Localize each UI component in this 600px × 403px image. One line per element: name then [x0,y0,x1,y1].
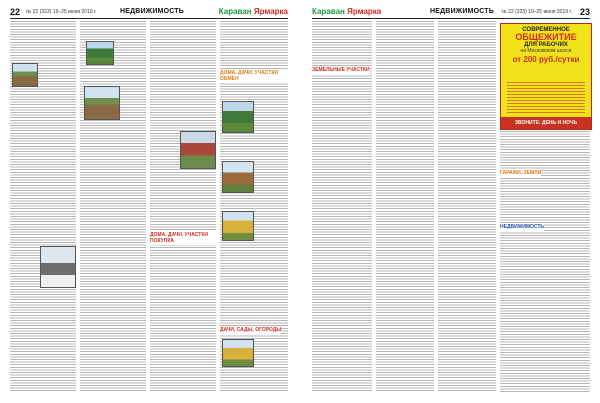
rubric-heading: ДОМА, ДАЧИ, УЧАСТКИ ПОКУПКА [150,231,216,245]
dormitory-advertisement [500,23,592,130]
rubric-heading: ГАРАЖИ, ЗЕМЛИ [500,170,542,176]
house-photo [222,161,254,193]
ad-body-text [507,82,585,113]
page-number: 22 [10,7,21,17]
rubric-heading: НЕДВИЖИМОСТЬ [500,224,545,230]
left-page [10,6,288,392]
right-page-header [312,6,590,19]
classified-text [438,21,496,392]
brand-logo [312,7,381,16]
rubric-heading: ДОМА, ДАЧИ, УЧАСТКИ ОБМЕН [220,69,288,83]
ad-line-2: ОБЩЕЖИТИЕ [515,32,577,42]
column-4 [220,21,288,392]
ad-price: от 200 руб./сутки [512,55,580,64]
house-photo [86,41,114,65]
classified-text [376,21,434,392]
house-photo [40,246,76,288]
ad-line-4: на Московском шоссе [520,48,572,54]
house-photo [12,63,38,87]
section-title: НЕДВИЖИМОСТЬ [430,8,495,15]
right-page [312,6,590,392]
column-3 [150,21,216,392]
classified-text [150,21,216,392]
page-number: 23 [579,7,590,17]
classified-text [80,21,146,392]
rubric-heading: ЗЕМЕЛЬНЫЕ УЧАСТКИ [312,67,370,73]
section-title: НЕДВИЖИМОСТЬ [120,8,185,15]
classified-text [312,21,372,392]
house-photo [222,339,254,367]
brand-logo [219,7,288,16]
column-2 [80,21,146,392]
issue-info: № 22 (323) 19–25 июня 2019 г. [501,9,572,15]
house-photo [222,211,254,241]
brand-part-1: Караван [218,7,252,16]
brand-part-2: Ярмарка [253,7,288,16]
brand-part-2: Ярмарка [347,7,382,16]
column-1 [10,21,76,392]
column-2 [376,21,434,392]
column-1 [312,21,372,392]
ad-line-3: ДЛЯ РАБОЧИХ [524,42,568,48]
issue-info: № 22 (323) 19–25 июня 2019 г. [26,9,97,15]
ad-footer: ЗВОНИТЕ: ДЕНЬ И НОЧЬ [501,117,591,129]
left-columns [10,21,288,392]
column-3 [438,21,496,392]
ad-line-1: СОВРЕМЕННОЕ [522,27,570,33]
column-4 [500,131,590,392]
house-photo [180,131,216,169]
house-photo [222,101,254,133]
rubric-heading: ДАЧИ, САДЫ, ОГОРОДЫ [220,327,282,333]
house-photo [84,86,120,120]
brand-part-1: Караван [312,7,345,16]
left-page-header [10,6,288,19]
